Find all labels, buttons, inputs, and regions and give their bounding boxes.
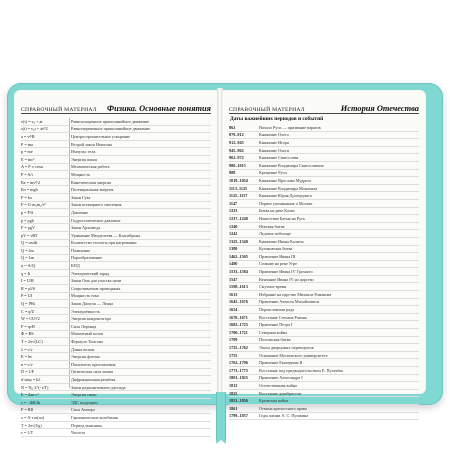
- event-description: Крещение Руси: [259, 170, 287, 176]
- formula-term: Импульс тела: [71, 149, 96, 155]
- list-item: [21, 414, 211, 422]
- formula-term: Закон Ома для участка цепи: [71, 278, 122, 284]
- list-item: [21, 217, 211, 225]
- formula-term: Парообразование: [71, 255, 103, 261]
- left-page: [14, 90, 218, 436]
- event-description: Основание Московского университета: [259, 352, 328, 358]
- list-item: [229, 162, 419, 170]
- list-item: [21, 346, 211, 354]
- list-item: [21, 331, 211, 339]
- event-description: Княжение Ивана Калиты: [259, 238, 304, 244]
- page-title: История Отечества: [340, 104, 419, 113]
- formula-term: Второй закон Ньютона: [71, 141, 112, 147]
- formula: x = A·cos(ωt): [21, 414, 45, 420]
- formula-term: Сопротивление проводника: [71, 285, 121, 291]
- list-item: [21, 171, 211, 179]
- formula-term: Закон Гука: [71, 194, 91, 200]
- list-item: [229, 276, 419, 284]
- page-title: Физика. Основные понятия: [106, 104, 211, 113]
- list-item: [21, 270, 211, 278]
- list-item: [21, 255, 211, 263]
- right-page-header: [229, 99, 419, 114]
- event-description: Правление Алексея Михайловича: [259, 299, 320, 305]
- formula: F = kx: [21, 194, 32, 200]
- list-item: [229, 170, 419, 178]
- formula: Q = Lm: [21, 255, 35, 261]
- formula: Q = I²Rt: [21, 301, 36, 307]
- formula: η = A/Q: [21, 263, 35, 269]
- event-date: 1799–1837: [229, 413, 248, 419]
- event-date: 1147: [229, 200, 238, 206]
- event-date: 1725–1762: [229, 345, 248, 351]
- list-item: [21, 240, 211, 248]
- formula-term: Центростремительное ускорение: [71, 133, 131, 139]
- event-date: 1598–1613: [229, 284, 248, 290]
- event-description: Стояние на реке Угре: [259, 261, 298, 267]
- event-description: Полтавская битва: [259, 337, 291, 343]
- formula-term: Давление: [71, 209, 88, 215]
- event-date: 1801–1825: [229, 375, 248, 381]
- formula: I = U/R: [21, 278, 34, 284]
- formula: Q = λm: [21, 247, 34, 253]
- list-item: [229, 246, 419, 254]
- list-item: [21, 141, 211, 149]
- list-item: [229, 306, 419, 314]
- formula-term: Плавление: [71, 247, 91, 253]
- formula-term: Уравнение Менделеева — Клапейрона: [71, 232, 140, 238]
- formula: R = ρl/S: [21, 285, 35, 291]
- formula: F = ρgV: [21, 225, 35, 231]
- event-date: 1812: [229, 382, 238, 388]
- formula-term: Мощность тока: [71, 293, 99, 299]
- list-item: [21, 422, 211, 430]
- event-date: 1755: [229, 352, 238, 358]
- list-item: [229, 215, 419, 223]
- event-description: Годы жизни А. С. Пушкина: [259, 413, 309, 419]
- list-item: [21, 194, 211, 202]
- event-date: 1547: [229, 276, 238, 282]
- formula-term: Закон Архимеда: [71, 225, 101, 231]
- left-page-header: [21, 99, 211, 114]
- event-date: 1242: [229, 231, 238, 237]
- event-date: 988: [229, 170, 236, 176]
- event-date: 1654: [229, 307, 238, 313]
- list-item: [229, 390, 419, 398]
- list-item: [21, 209, 211, 217]
- formula: a = v²/R: [21, 133, 35, 139]
- formula: p = ρgh: [21, 217, 34, 223]
- event-description: Избрание на царство Михаила Романова: [259, 291, 332, 297]
- event-date: 1240: [229, 223, 238, 229]
- list-item: [21, 186, 211, 194]
- list-item: [229, 268, 419, 276]
- list-item: [229, 185, 419, 193]
- formula: q = It: [21, 270, 31, 276]
- list-item: [21, 353, 211, 361]
- list-item: [21, 323, 211, 331]
- list-item: [21, 156, 211, 164]
- list-item: [21, 179, 211, 187]
- list-item: [21, 391, 211, 399]
- list-item: [229, 139, 419, 147]
- event-description: Княжение Владимира Мономаха: [259, 185, 318, 191]
- list-item: [229, 124, 419, 132]
- formula-term: Равноускоренное прямолинейное движение: [71, 118, 149, 124]
- list-item: [21, 232, 211, 240]
- event-description: Северная война: [259, 329, 288, 335]
- formula: E = mc²: [21, 156, 35, 162]
- list-item: [229, 321, 419, 329]
- formula-term: Мощность: [71, 171, 90, 177]
- event-date: 1709: [229, 337, 238, 343]
- formula-term: Частота: [71, 430, 85, 436]
- right-page: [222, 90, 426, 419]
- formula-term: Магнитный поток: [71, 331, 104, 337]
- event-date: 1773–1775: [229, 367, 248, 373]
- events-list: [229, 124, 419, 419]
- formula-term: Формула Томсона: [71, 339, 103, 345]
- formula: ν = 1/T: [21, 430, 34, 436]
- formula-term: Закон Джоуля — Ленца: [71, 301, 113, 307]
- formula: d·sinφ = kλ: [21, 376, 41, 382]
- list-item: [21, 262, 211, 270]
- list-item: [229, 253, 419, 261]
- list-item: [21, 224, 211, 232]
- event-date: 1861: [229, 405, 238, 411]
- formula: Eк = mv²/2: [21, 179, 40, 185]
- formula-term: Дифракционная решётка: [71, 376, 116, 382]
- formula-term: Гармонические колебания: [71, 414, 118, 420]
- event-date: 1645–1676: [229, 299, 248, 305]
- list-item: [229, 314, 419, 322]
- formula-term: Электроёмкость: [71, 308, 100, 314]
- list-item: [21, 308, 211, 316]
- list-item: [229, 291, 419, 299]
- section-label: СПРАВОЧНЫЙ МАТЕРИАЛ: [229, 107, 305, 113]
- list-item: [229, 283, 419, 291]
- list-item: [229, 344, 419, 352]
- event-description: Княжение Ольги: [259, 147, 290, 153]
- event-description: Правление Александра I: [259, 375, 303, 381]
- list-item: [229, 154, 419, 162]
- event-date: 1380: [229, 246, 238, 252]
- event-date: 879–912: [229, 132, 244, 138]
- event-date: 1682–1725: [229, 322, 248, 328]
- formula: p = mv: [21, 149, 33, 155]
- formula: Q = cmΔt: [21, 240, 38, 246]
- event-date: 1223: [229, 208, 238, 214]
- formula-term: ЭДС индукции: [71, 399, 98, 405]
- list-item: [21, 277, 211, 285]
- formula-term: Равнопеременное прямолинейное движение: [71, 126, 150, 132]
- event-date: 1670–1671: [229, 314, 248, 320]
- list-item: [229, 200, 419, 208]
- list-item: [21, 133, 211, 141]
- list-item: [21, 361, 211, 369]
- event-description: Княжение Владимира Святославича: [259, 162, 324, 168]
- event-date: 1462–1505: [229, 253, 248, 259]
- formula: F = BIl: [21, 407, 34, 413]
- list-item: [229, 299, 419, 307]
- page-subtitle: Даты важнейших периодов и событий: [230, 116, 324, 122]
- formula: T = 2π√(LC): [21, 339, 43, 345]
- formula-term: Закон радиоактивного распада: [71, 384, 126, 390]
- formula: s(t) = v₀t + at²/2: [21, 126, 48, 132]
- list-item: [229, 230, 419, 238]
- formula: E = Δm·c²: [21, 392, 39, 398]
- formula: p = F/S: [21, 209, 34, 215]
- list-item: [21, 338, 211, 346]
- event-date: 1325–1340: [229, 238, 248, 244]
- event-description: Правление Екатерины II: [259, 360, 303, 366]
- event-description: Восстание под предводительством Е. Пугачёва: [259, 367, 343, 373]
- list-item: [21, 399, 211, 407]
- event-description: Княжение Ярослава Мудрого: [259, 177, 312, 183]
- event-description: Княжение Святослава: [259, 155, 299, 161]
- event-date: 962–972: [229, 155, 244, 161]
- list-item: [21, 429, 211, 437]
- formula-term: Количество теплоты при нагревании: [71, 240, 137, 246]
- formula-term: Период маятника: [71, 422, 102, 428]
- formula-term: Энергия фотона: [71, 354, 100, 360]
- list-item: [229, 261, 419, 269]
- list-item: [229, 397, 419, 405]
- formula-term: КПД: [71, 263, 80, 269]
- event-date: 1019–1054: [229, 177, 248, 183]
- list-item: [21, 384, 211, 392]
- event-date: 1125–1157: [229, 193, 248, 199]
- list-item: [21, 293, 211, 301]
- formula-list: [21, 118, 211, 436]
- formula: D = 1/F: [21, 369, 35, 375]
- event-date: 945–962: [229, 147, 244, 153]
- event-date: 1700–1721: [229, 329, 248, 335]
- formula-term: Энергия конденсатора: [71, 316, 111, 322]
- formula-term: Сила Ампера: [71, 407, 95, 413]
- event-date: 1613: [229, 291, 238, 297]
- list-item: [229, 132, 419, 140]
- formula-term: Электрический заряд: [71, 270, 110, 276]
- list-item: [229, 337, 419, 345]
- event-description: Правление Ивана III: [259, 253, 296, 259]
- list-item: [21, 148, 211, 156]
- event-description: Правление Ивана IV Грозного: [259, 269, 313, 275]
- formula: P = A/t: [21, 171, 33, 177]
- ribbon-bookmark[interactable]: [216, 392, 226, 440]
- list-item: [229, 329, 419, 337]
- list-item: [229, 405, 419, 413]
- formula: ε = −ΔΦ/Δt: [21, 399, 41, 405]
- event-description: Правление Петра I: [259, 322, 293, 328]
- list-item: [229, 238, 419, 246]
- list-item: [229, 359, 419, 367]
- event-description: Невская битва: [259, 223, 285, 229]
- formula: P = UI: [21, 293, 33, 299]
- formula: W = CU²/2: [21, 316, 40, 322]
- event-date: 1480: [229, 261, 238, 267]
- formula: λ = c/ν: [21, 346, 33, 352]
- event-date: 1237–1240: [229, 215, 248, 221]
- event-description: Отечественная война: [259, 382, 297, 388]
- formula-term: Длина волны: [71, 346, 95, 352]
- list-item: [21, 369, 211, 377]
- formula: F = qvB: [21, 323, 35, 329]
- list-item: [229, 208, 419, 216]
- formula: F = G·m₁m₂/r²: [21, 202, 46, 208]
- event-date: 912–945: [229, 139, 244, 145]
- event-date: 1853–1856: [229, 398, 248, 404]
- event-date: 980–1015: [229, 162, 246, 168]
- formula: Eп = mgh: [21, 187, 38, 193]
- event-description: Нашествие Батыя на Русь: [259, 215, 305, 221]
- event-date: 1533–1584: [229, 269, 248, 275]
- formula-term: Закон всемирного тяготения: [71, 202, 122, 208]
- list-item: [229, 147, 419, 155]
- event-description: Битва на реке Калке: [259, 208, 295, 214]
- list-item: [21, 164, 211, 172]
- formula-term: Механическая работа: [71, 164, 110, 170]
- event-date: 862: [229, 124, 236, 130]
- list-item: [21, 315, 211, 323]
- list-item: [229, 367, 419, 375]
- list-item: [21, 118, 211, 126]
- formula-term: Энергия покоя: [71, 156, 97, 162]
- list-item: [21, 247, 211, 255]
- event-description: Восстание Степана Разина: [259, 314, 307, 320]
- event-description: Венчание Ивана IV на царство: [259, 276, 314, 282]
- formula: n = c/v: [21, 361, 33, 367]
- event-description: Крымская война: [259, 398, 289, 404]
- formula-term: Кинетическая энергия: [71, 179, 111, 185]
- formula: F = ma: [21, 141, 33, 147]
- list-item: [229, 413, 419, 421]
- formula: Φ = BS: [21, 331, 34, 337]
- formula-term: Потенциальная энергия: [71, 187, 114, 193]
- event-description: Княжение Игоря: [259, 139, 289, 145]
- list-item: [229, 352, 419, 360]
- list-item: [229, 177, 419, 185]
- event-description: Отмена крепостного права: [259, 405, 307, 411]
- formula-term: Оптическая сила линзы: [71, 369, 114, 375]
- list-item: [21, 126, 211, 134]
- event-date: 1825: [229, 390, 238, 396]
- event-description: Ледовое побоище: [259, 231, 291, 237]
- formula: C = q/U: [21, 308, 35, 314]
- event-description: Смутное время: [259, 284, 287, 290]
- list-item: [229, 192, 419, 200]
- formula-term: Энергия связи: [71, 392, 97, 398]
- list-item: [21, 407, 211, 415]
- formula: N = N₀·2^(−t/T): [21, 384, 49, 390]
- formula-term: Сила Лоренца: [71, 323, 97, 329]
- section-label: СПРАВОЧНЫЙ МАТЕРИАЛ: [21, 107, 97, 113]
- event-description: Переяславская рада: [259, 307, 295, 313]
- event-description: Первое упоминание о Москве: [259, 200, 313, 206]
- formula: A = F·s·cosα: [21, 164, 43, 170]
- list-item: [21, 202, 211, 210]
- event-description: Восстание декабристов: [259, 390, 301, 396]
- list-item: [21, 300, 211, 308]
- event-description: Княжение Олега: [259, 132, 289, 138]
- formula-term: Гидростатическое давление: [71, 217, 121, 223]
- event-description: Княжение Юрия Долгорукого: [259, 193, 313, 199]
- formula: T = 2π√(l/g): [21, 422, 42, 428]
- list-item: [21, 285, 211, 293]
- list-item: [229, 382, 419, 390]
- formula: v(t) = v₀ + at: [21, 118, 43, 124]
- formula-term: Показатель преломления: [71, 361, 116, 367]
- event-description: Куликовская битва: [259, 246, 293, 252]
- list-item: [229, 223, 419, 231]
- event-description: Эпоха дворцовых переворотов: [259, 345, 314, 351]
- event-description: Начало Руси — призвание варягов: [259, 124, 321, 130]
- event-date: 1113–1125: [229, 185, 248, 191]
- list-item: [229, 375, 419, 383]
- formula: E = hν: [21, 354, 33, 360]
- list-item: [21, 376, 211, 384]
- event-date: 1762–1796: [229, 360, 248, 366]
- formula: pV = νRT: [21, 232, 38, 238]
